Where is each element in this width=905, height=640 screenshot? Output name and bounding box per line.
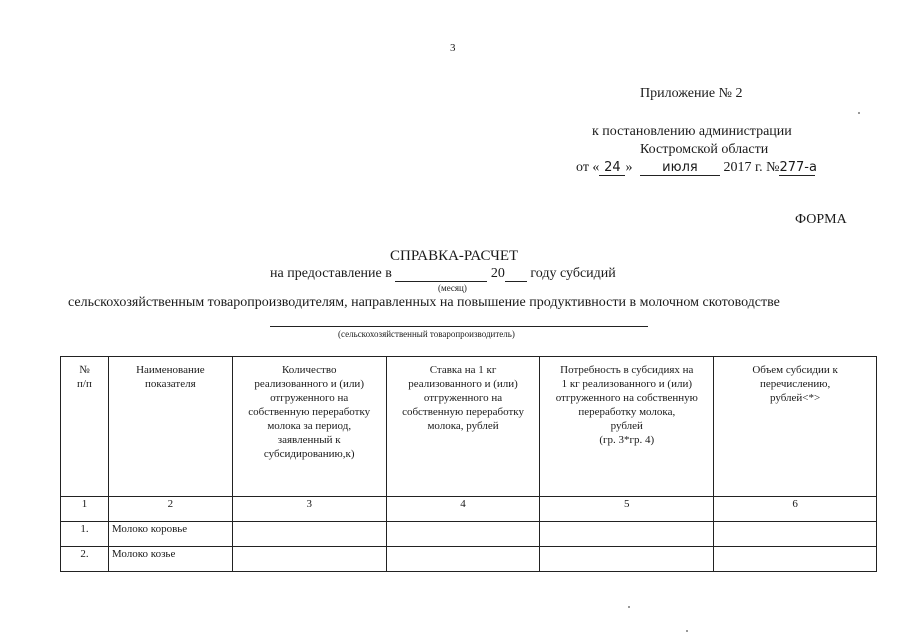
table-header-row xyxy=(61,357,877,497)
date-day: 24 xyxy=(599,161,625,176)
header-num: № п/п xyxy=(61,357,109,497)
row-cell xyxy=(540,547,714,572)
row-cell xyxy=(714,547,877,572)
producer-note: (сельскохозяйственный товаропроизводитель) xyxy=(338,329,515,339)
table-row xyxy=(61,547,877,572)
column-number: 3 xyxy=(232,497,386,522)
row-cell xyxy=(232,522,386,547)
appendix-title: Приложение № 2 xyxy=(640,86,743,101)
page-number: 3 xyxy=(450,42,456,54)
column-number: 1 xyxy=(61,497,109,522)
table-row xyxy=(61,522,877,547)
header-need: Потребность в субсидиях на 1 кг реализованного и (или) отгруженного на собственную переработку молока, рублей (гр. 3*гр. 4) xyxy=(540,357,714,497)
date-year: 2017 г. № xyxy=(723,160,780,175)
date-mid: » xyxy=(625,160,633,175)
calculation-table xyxy=(60,356,877,572)
row-cell xyxy=(540,522,714,547)
subtitle-year: 20 xyxy=(490,266,505,281)
column-number: 2 xyxy=(108,497,232,522)
row-name: Молоко козье xyxy=(108,547,232,572)
header-rate: Ставка на 1 кг реализованного и (или) отгруженного на собственную переработку молока, рублей xyxy=(386,357,540,497)
column-number-row xyxy=(61,497,877,522)
document-title: СПРАВКА-РАСЧЕТ xyxy=(390,248,519,264)
column-number: 4 xyxy=(386,497,540,522)
appendix-date-line xyxy=(576,160,815,176)
header-volume: Объем субсидии к перечислению, рублей<*> xyxy=(714,357,877,497)
column-number: 6 xyxy=(714,497,877,522)
scan-speck xyxy=(628,606,630,608)
decree-number: 277-а xyxy=(779,160,817,175)
date-prefix: от « xyxy=(576,160,600,175)
row-number: 1. xyxy=(61,522,109,547)
producer-line xyxy=(270,326,648,327)
row-cell xyxy=(232,547,386,572)
form-label: ФОРМА xyxy=(795,212,847,227)
appendix-line-2: Костромской области xyxy=(640,142,769,157)
scan-speck xyxy=(686,630,688,632)
date-month: июля xyxy=(640,161,720,176)
appendix-line-1: к постановлению администрации xyxy=(592,124,792,139)
column-number: 5 xyxy=(540,497,714,522)
year-blank xyxy=(505,267,527,282)
document-description: сельскохозяйственным товаропроизводителям, направленных на повышение продуктивности в молочном скотоводстве xyxy=(68,295,780,310)
subtitle-prefix: на предоставление в xyxy=(270,266,392,281)
document-subtitle xyxy=(270,266,616,282)
subtitle-suffix: году субсидий xyxy=(530,266,616,281)
month-note: (месяц) xyxy=(438,283,467,293)
row-cell xyxy=(386,547,540,572)
row-number: 2. xyxy=(61,547,109,572)
row-cell xyxy=(714,522,877,547)
scan-speck xyxy=(858,112,860,114)
row-name: Молоко коровье xyxy=(108,522,232,547)
header-name: Наименование показателя xyxy=(108,357,232,497)
header-quantity: Количество реализованного и (или) отгруженного на собственную переработку молока за период, заявленный к субсидированию,к) xyxy=(232,357,386,497)
row-cell xyxy=(386,522,540,547)
month-blank xyxy=(395,267,487,282)
